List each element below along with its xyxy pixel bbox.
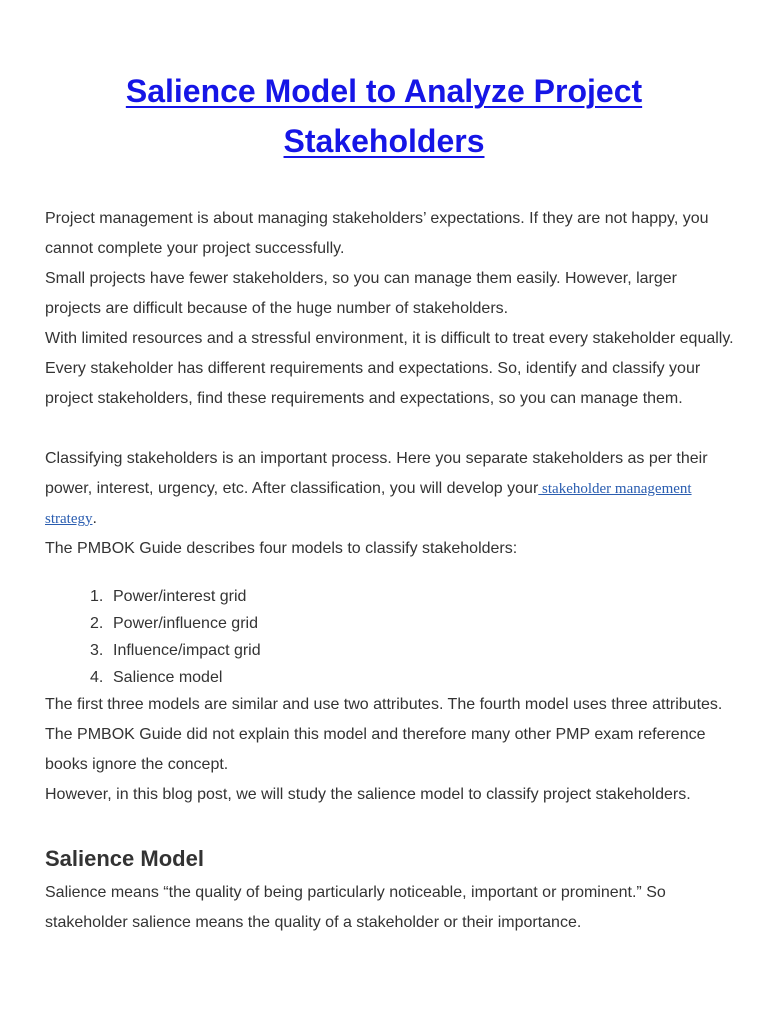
list-item-label: Influence/impact grid bbox=[113, 642, 261, 659]
list-item-number: 3. bbox=[90, 642, 104, 659]
section-heading: Salience Model bbox=[45, 846, 204, 871]
intro-paragraph: Project management is about managing stakeholders’ expectations. If they are not happy, you cannot complete your project successfully. bbox=[45, 210, 709, 257]
list-item-label: Power/interest grid bbox=[113, 588, 247, 605]
stakeholder-strategy-link[interactable]: stakeholder management strategy bbox=[45, 481, 692, 527]
list-item bbox=[45, 583, 261, 610]
title-link[interactable]: Salience Model to Analyze Project Stakeholders bbox=[125, 73, 643, 159]
list-item-label: Power/influence grid bbox=[113, 615, 258, 632]
classification-paragraph bbox=[45, 444, 735, 534]
list-item bbox=[45, 637, 261, 664]
attributes-paragraph: The first three models are similar and use two attributes. The fourth model uses three attributes. The PMBOK Guide did not explain this model and therefore many other PMP exam reference books ignore the concept. bbox=[45, 696, 723, 773]
blog-post-paragraph: However, in this blog post, we will study the salience model to classify project stakeholders. bbox=[45, 786, 691, 803]
list-item-number: 1. bbox=[90, 588, 104, 605]
list-item bbox=[45, 610, 261, 637]
project-size-paragraph: Small projects have fewer stakeholders, so you can manage them easily. However, larger projects are difficult because of the huge number of stakeholders. bbox=[45, 270, 678, 317]
list-item-number: 4. bbox=[90, 669, 104, 686]
list-item-label: Salience model bbox=[113, 669, 223, 686]
models-list bbox=[45, 583, 261, 691]
classification-period: . bbox=[92, 510, 97, 527]
list-item bbox=[45, 664, 261, 691]
page-title bbox=[60, 66, 708, 166]
salience-definition-paragraph: Salience means “the quality of being particularly noticeable, important or prominent.” So stakeholder salience means the quality of a stakeholder or their importance. bbox=[45, 884, 666, 931]
list-item-number: 2. bbox=[90, 615, 104, 632]
pmbok-models-paragraph: The PMBOK Guide describes four models to classify stakeholders: bbox=[45, 540, 518, 557]
limited-resources-paragraph: With limited resources and a stressful environment, it is difficult to treat every stakeholder equally. Every stakeholder has different requirements and expectations. So, identify and classify your project stakeholders, find these requirements and expectations, so you can manage them. bbox=[45, 330, 734, 407]
classification-text: Classifying stakeholders is an important process. Here you separate stakeholders as per their power, interest, urgency, etc. After classification, you will develop your bbox=[45, 450, 708, 497]
